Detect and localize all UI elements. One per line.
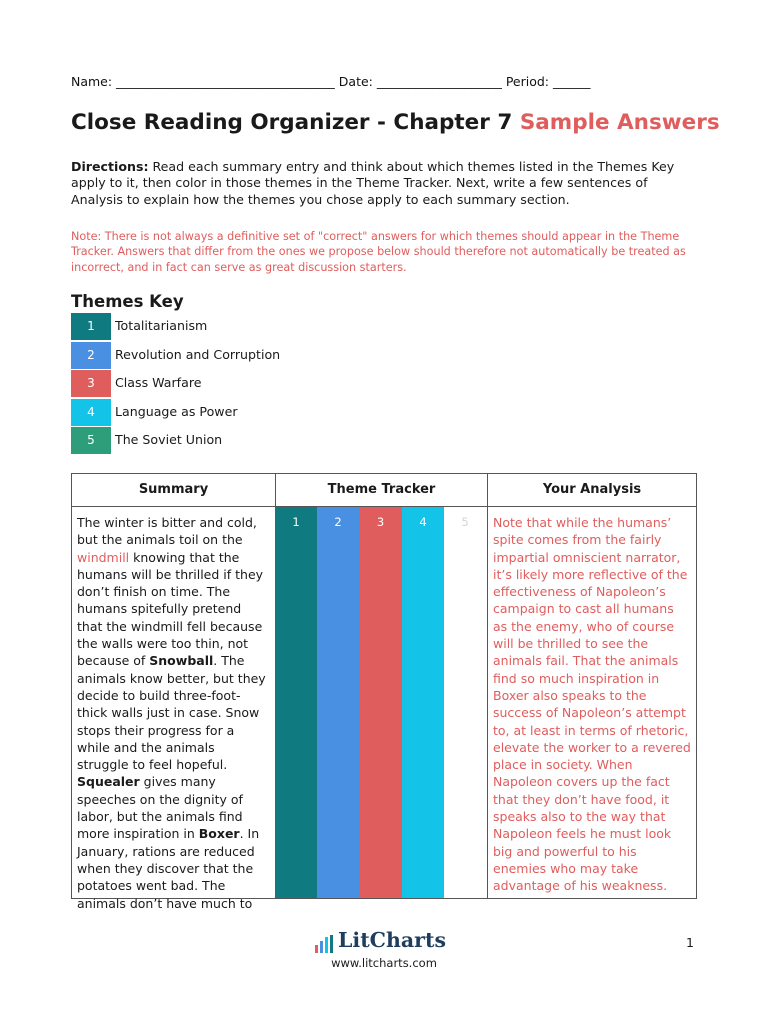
theme-label-4: Language as Power [115, 403, 238, 419]
tracker-bar-1[interactable]: 1 [275, 507, 317, 898]
summary-text: gives many speeches on the dignity of labor, but the animals find more inspiration in [77, 774, 243, 842]
logo-text: LitCharts [338, 928, 446, 952]
theme-swatch-2: 2 [71, 342, 111, 369]
theme-swatch-4: 4 [71, 399, 111, 426]
litcharts-logo[interactable] [313, 930, 463, 956]
analysis-cell[interactable]: Note that while the humans’ spite comes from the fairly impartial omniscient narrator, it’s likely more reflective of the effectiveness of Napoleon’s campaign to cast all humans as the enemy, who of course will be thrilled to see the animals fail. That the animals find so much inspiration in Boxer also speaks to the success of Napoleon’s attempt to, at least in terms of rhetoric, elevate the worker to a revered place in society. When Napoleon covers up the fact that they don’t have food, it speaks also to the way that Napoleon feels he must look big and powerful to his enemies who may take advantage of his weakness. [493, 515, 691, 894]
column-divider [487, 474, 488, 898]
directions-text: Read each summary entry and think about which themes listed in the Themes Key apply to it, then color in those themes in the Theme Tracker. Next, write a few sentences of Analysis to explain how the themes you chose apply to each summary section. [71, 159, 675, 207]
themes-key-heading: Themes Key [71, 292, 184, 311]
theme-swatch-5: 5 [71, 427, 111, 454]
directions [71, 159, 699, 208]
tracker-bar-5[interactable]: 5 [444, 507, 486, 898]
tracker-bar-3[interactable]: 3 [359, 507, 402, 898]
summary-text: The winter is bitter and cold, but the animals toil on the [77, 515, 257, 548]
theme-swatch-3: 3 [71, 370, 111, 397]
theme-swatch-1: 1 [71, 313, 111, 340]
summary-link-windmill[interactable]: windmill [77, 549, 130, 565]
theme-label-3: Class Warfare [115, 375, 202, 390]
theme-label-1: Totalitarianism [115, 318, 208, 333]
page-number: 1 [686, 935, 694, 950]
table-header-row [72, 474, 696, 507]
summary-text: knowing that the humans will be thrilled if they don’t finish on time. The humans spitefully pretend that the windmill fell because the walls were too thin, not because of [77, 549, 264, 669]
theme-label-2: Revolution and Corruption [115, 346, 281, 362]
tracker-column-header: Theme Tracker [327, 482, 436, 497]
page-title [71, 110, 720, 135]
summary-column-header: Summary [138, 482, 209, 497]
theme-tracker-bars [275, 507, 486, 898]
page-title-main: Close Reading Organizer - Chapter 7 [71, 110, 513, 135]
student-info-line: Name: ___________________________________ Date: ____________________ Period: ______ [71, 74, 591, 89]
theme-tracker-table [71, 473, 697, 911]
summary-character-snowball: Snowball [149, 653, 214, 669]
summary-text: . The animals know better, but they decide to build three-foot-thick walls just in case. Snow stops their progress for a while and the animals struggle to feel hopeful. [77, 653, 266, 773]
summary-text: . In January, rations are reduced when they discover that the potatoes went bad. The animals don’t have much to [77, 826, 260, 911]
logo-bars-icon [313, 935, 337, 953]
theme-label-5: The Soviet Union [115, 432, 223, 447]
answers-note: Note: There is not always a definitive set of "correct" answers for which themes should appear in the Theme Tracker. Answers that differ from the ones we propose below should therefore not automatically be treated as incorrect, and in fact can serve as great discussion starters. [71, 230, 686, 274]
summary-character-boxer: Boxer [198, 826, 240, 842]
tracker-bar-4[interactable]: 4 [402, 507, 444, 898]
page-title-accent: Sample Answers [519, 110, 720, 135]
footer-url[interactable]: www.litcharts.com [331, 956, 437, 970]
analysis-column-header: Your Analysis [542, 482, 642, 497]
summary-cell [77, 514, 269, 911]
summary-character-squealer: Squealer [77, 774, 140, 790]
tracker-bar-2[interactable]: 2 [317, 507, 359, 898]
directions-label: Directions: [71, 159, 149, 174]
